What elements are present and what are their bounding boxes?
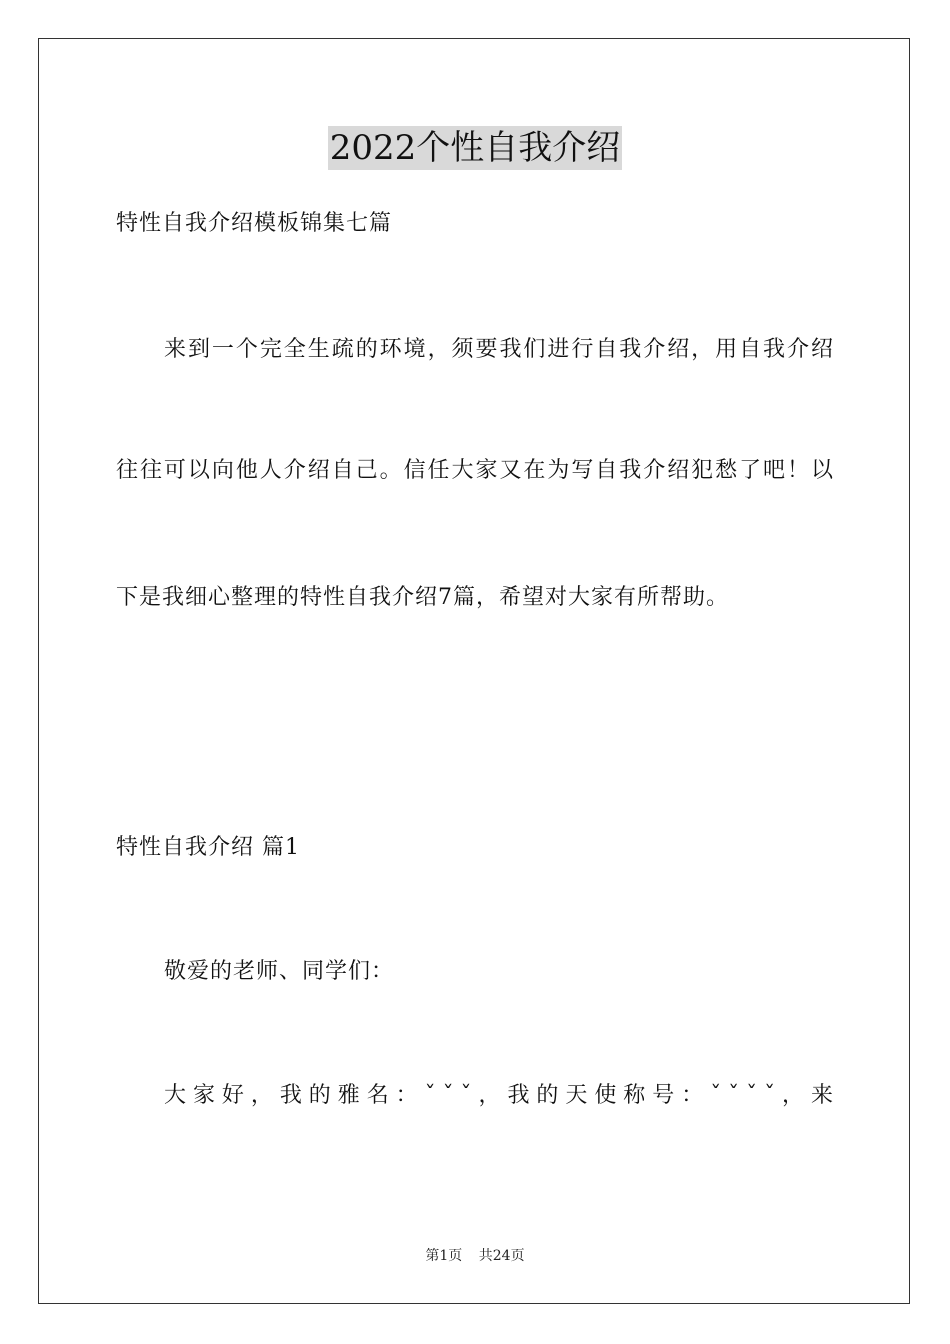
page-number: 第1页 <box>425 1248 463 1264</box>
total-pages: 共24页 <box>478 1248 525 1264</box>
title-container <box>0 126 950 170</box>
document-title: 2022个性自我介绍 <box>329 128 621 168</box>
page-footer <box>0 1246 950 1266</box>
section-heading: 特性自我介绍 篇1 <box>116 835 300 860</box>
greeting-line: 敬爱的老师、同学们： <box>164 959 395 984</box>
document-subtitle: 特性自我介绍模板锦集七篇 <box>116 211 393 236</box>
body-line: 大家好，我的雅名：ˇˇˇ，我的天使称号：ˇˇˇˇ，来 <box>164 1083 834 1108</box>
intro-line-2: 往往可以向他人介绍自己。信任大家又在为写自我介绍犯愁了吧！以 <box>116 458 834 483</box>
intro-line-1: 来到一个完全生疏的环境，须要我们进行自我介绍，用自我介绍 <box>164 337 834 362</box>
intro-line-3: 下是我细心整理的特性自我介绍7篇，希望对大家有所帮助。 <box>116 585 729 610</box>
